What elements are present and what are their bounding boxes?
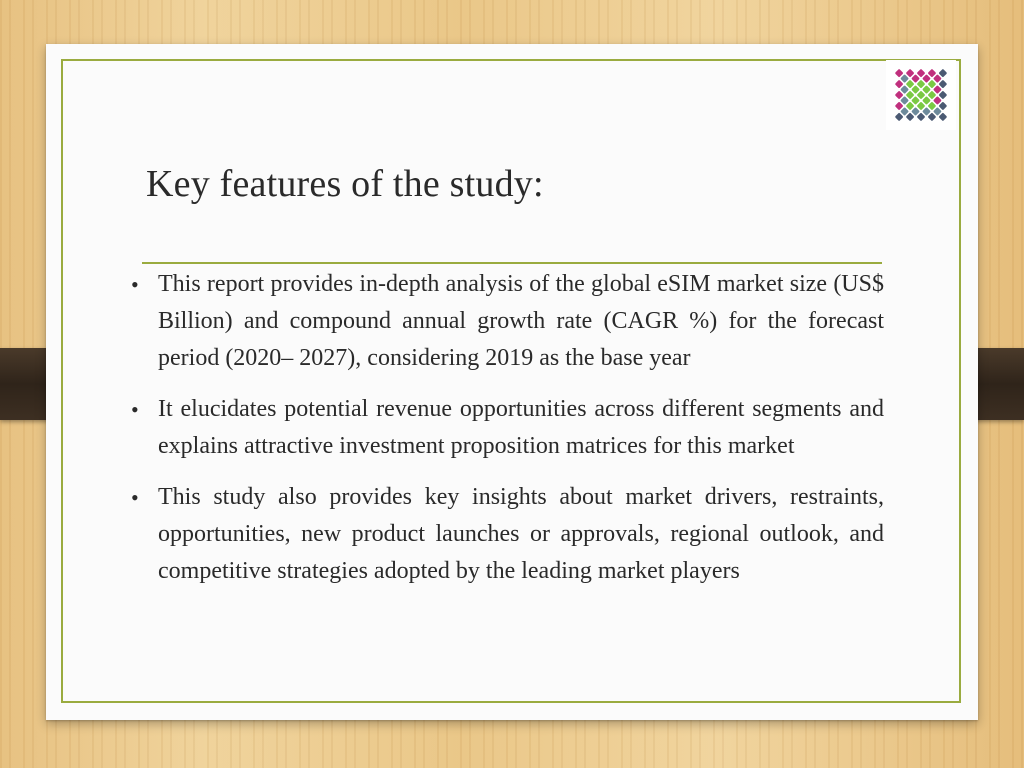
logo-dot [922, 96, 931, 105]
logo-dot [911, 85, 920, 94]
logo-dot [906, 113, 915, 122]
slide-title: Key features of the study: [146, 163, 544, 205]
bullet-dot: • [131, 397, 139, 422]
bullet-text: This study also provides key insights about market drivers, restraints, opportunities, new product launches or approvals, regional outlook, and competitive strategies adopted by the leading market players [158, 484, 884, 584]
logo-dot [917, 113, 926, 122]
logo-dot [928, 113, 937, 122]
logo-dot [928, 69, 937, 78]
logo-dot [939, 102, 948, 111]
bullet-list [131, 266, 884, 604]
logo-dot [917, 80, 926, 89]
logo-dot [933, 107, 942, 116]
logo-dot [911, 96, 920, 105]
logo-dot [928, 91, 937, 100]
bullet-item [131, 391, 884, 465]
bullet-text: It elucidates potential revenue opportunities across different segments and explains attractive investment proposition matrices for this market [158, 396, 884, 459]
logo-dot [933, 74, 942, 83]
logo-dot [911, 107, 920, 116]
bullet-dot: • [131, 272, 139, 297]
logo-dot [922, 107, 931, 116]
logo-dot [906, 80, 915, 89]
logo-dot [917, 102, 926, 111]
logo-dot [906, 69, 915, 78]
bullet-text: This report provides in-depth analysis of the global eSIM market size (US$ Billion) and compound annual growth rate (CAGR %) for the forecast period (2020– 2027), considering 2019 as the base year [158, 271, 884, 371]
bullet-item [131, 479, 884, 590]
logo-dot [895, 69, 904, 78]
logo-dot [911, 74, 920, 83]
bullet-dot: • [131, 485, 139, 510]
logo-dot [900, 74, 909, 83]
logo-dot [939, 69, 948, 78]
diamond-dot-grid-logo-icon [886, 60, 956, 130]
logo-dot [895, 80, 904, 89]
logo-dot [933, 85, 942, 94]
logo-dot [922, 74, 931, 83]
logo-dot [939, 91, 948, 100]
logo-dot [922, 85, 931, 94]
slide-paper [46, 44, 978, 720]
logo-dot [917, 69, 926, 78]
logo-dot [933, 96, 942, 105]
logo-dot [900, 85, 909, 94]
logo-dot [917, 91, 926, 100]
logo-dot [900, 96, 909, 105]
logo-dot [928, 80, 937, 89]
title-underline [142, 262, 882, 264]
logo-dot [939, 113, 948, 122]
bullet-item [131, 266, 884, 377]
company-logo [886, 60, 956, 130]
logo-dot [895, 102, 904, 111]
logo-dot [906, 91, 915, 100]
logo-dot [906, 102, 915, 111]
logo-dot [895, 113, 904, 122]
logo-dot [895, 91, 904, 100]
logo-dot [900, 107, 909, 116]
logo-dot [928, 102, 937, 111]
logo-dot [939, 80, 948, 89]
